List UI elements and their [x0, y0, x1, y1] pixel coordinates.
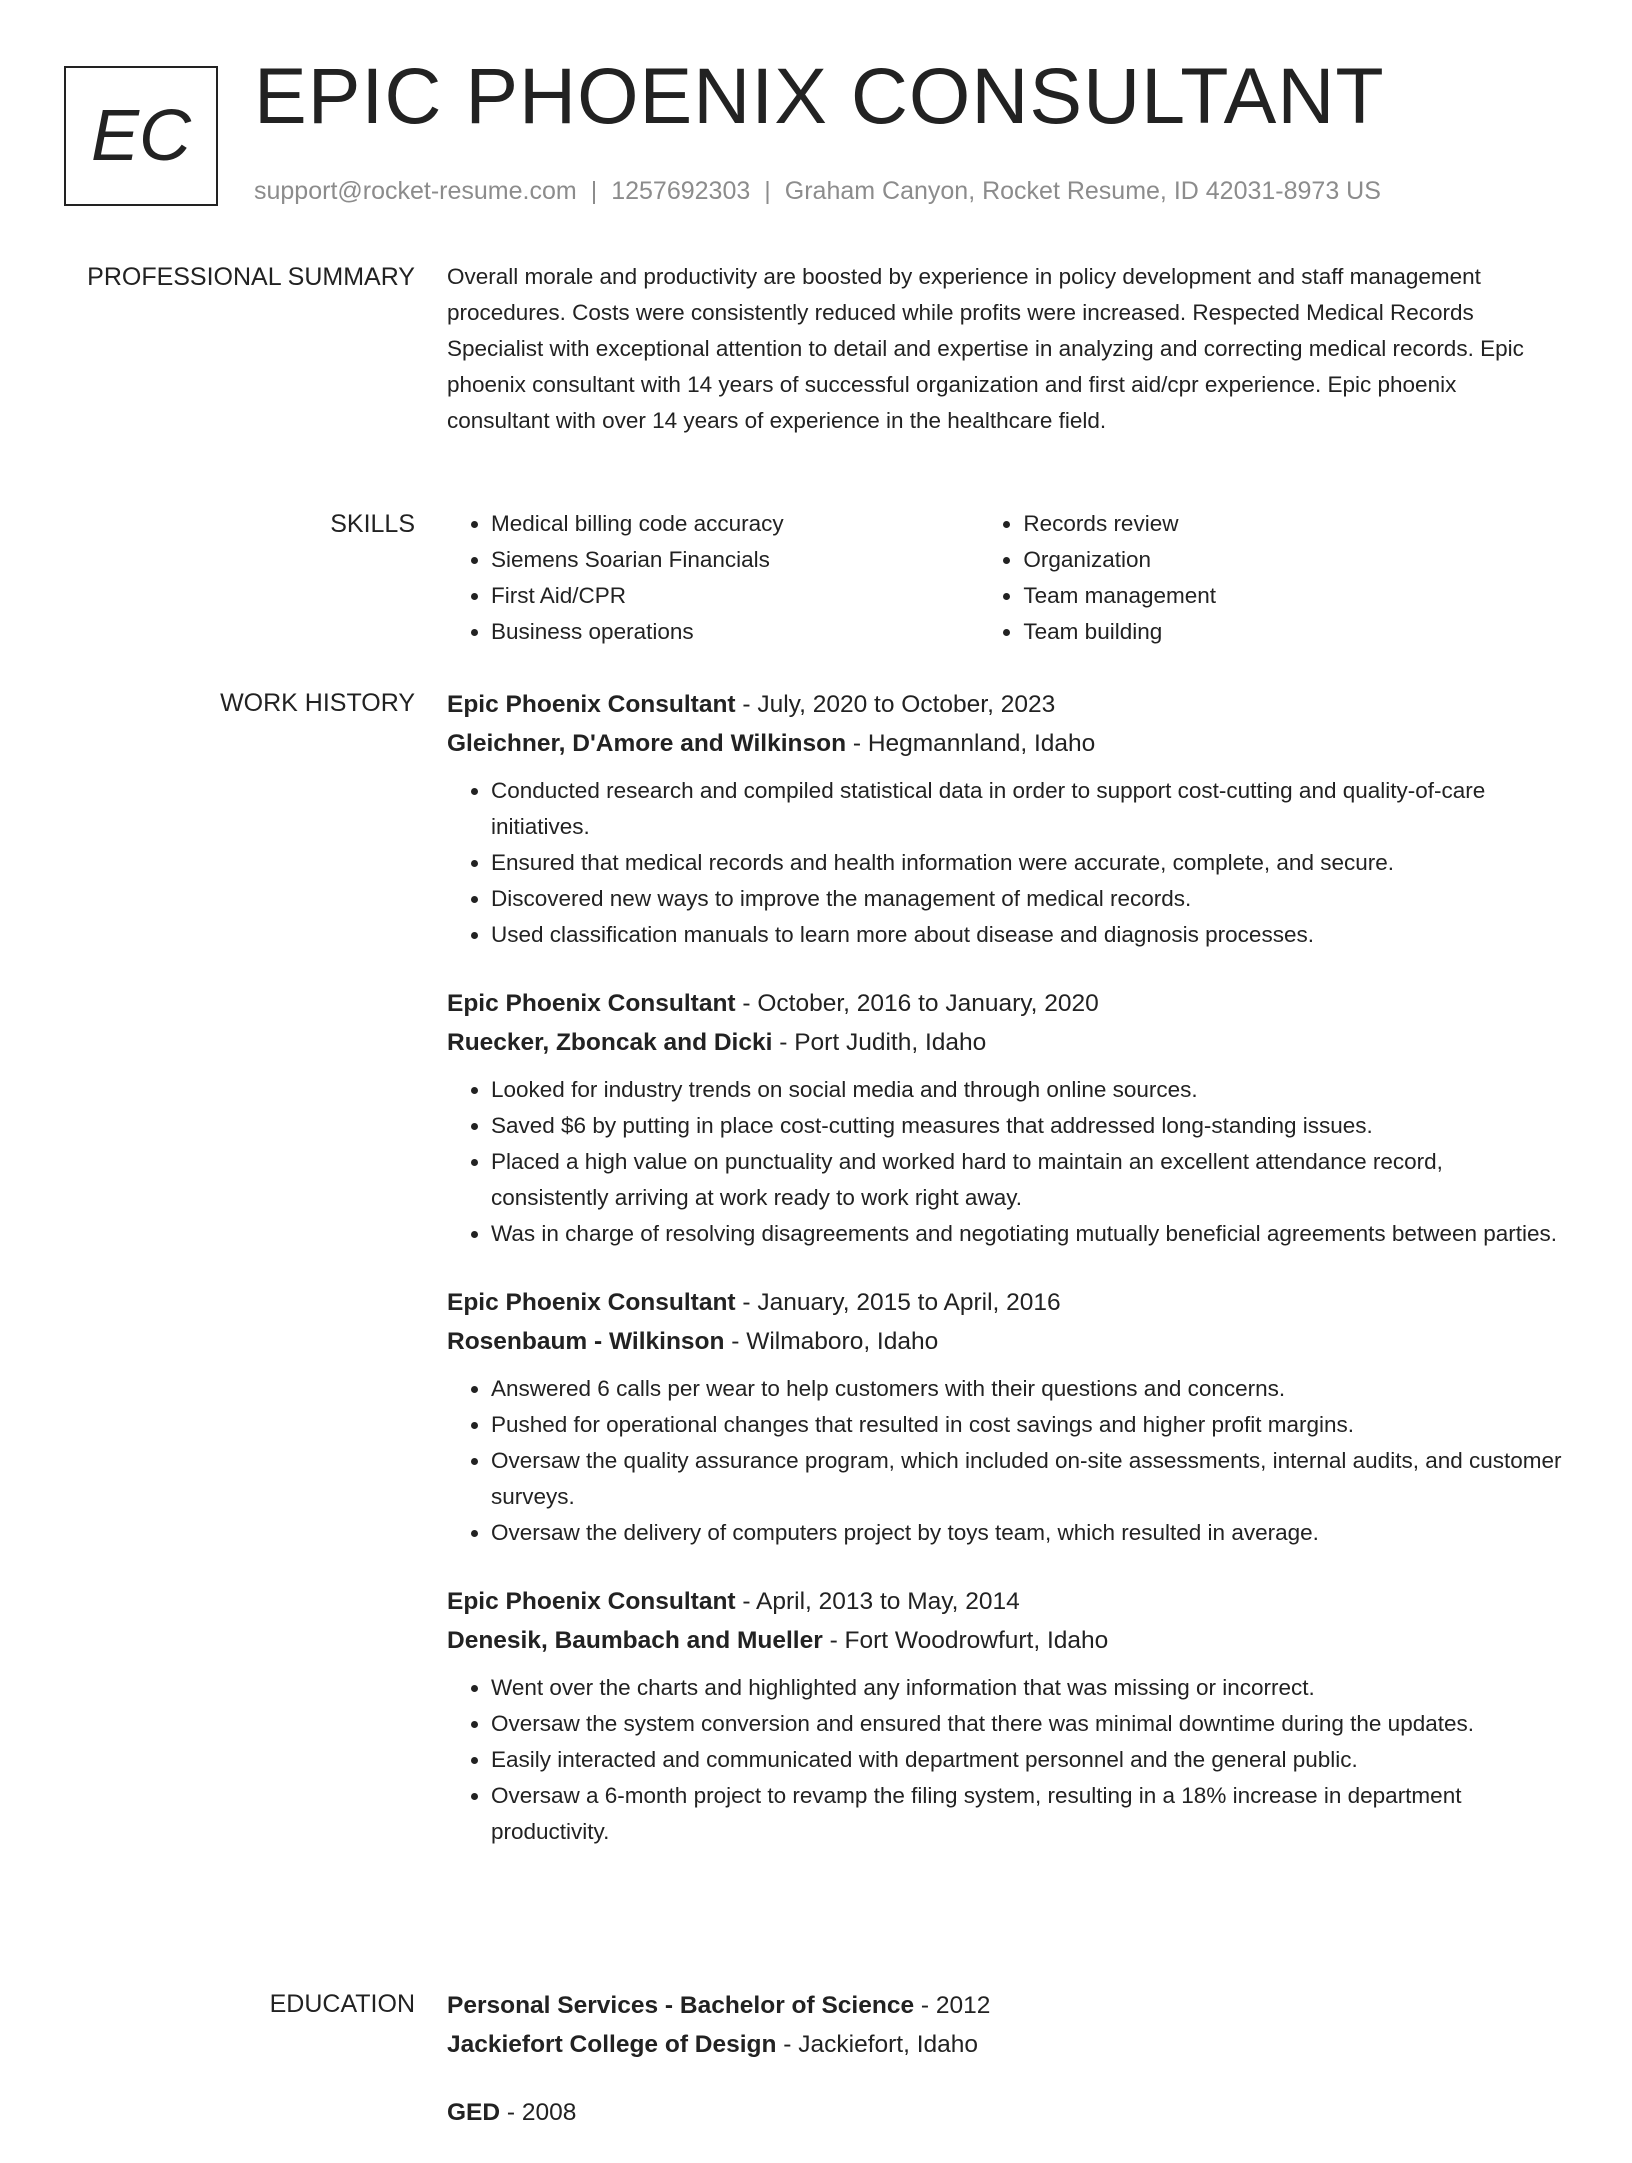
job-bullet: • Oversaw the system conversion and ensured that there was minimal downtime during the updates. [491, 1706, 1565, 1742]
job-bullet: • Placed a high value on punctuality and worked hard to maintain an excellent attendance record, consistently arriving at work ready to work right away. [491, 1144, 1565, 1216]
contact-separator: | [764, 177, 771, 205]
education-entry [447, 2093, 1565, 2132]
job-bullet: • Ensured that medical records and health information were accurate, complete, and secure. [491, 845, 1565, 881]
job-dates: - October, 2016 to January, 2020 [735, 990, 1099, 1017]
job-bullet: • Used classification manuals to learn more about disease and diagnosis processes. [491, 917, 1565, 953]
candidate-name: EPIC PHOENIX CONSULTANT [254, 51, 1385, 140]
job-title: Epic Phoenix Consultant [447, 691, 736, 718]
job-entry [447, 1283, 1565, 1551]
job-bullet: • Answered 6 calls per wear to help customers with their questions and concerns. [491, 1371, 1565, 1407]
summary-text: Overall morale and productivity are boosted by experience in policy development and staff management procedures. Costs were consistently reduced while profits were increased. Respected Medical Records Specialist with exceptional attention to detail and expertise in analyzing and correcting medical records. Epic phoenix consultant with 14 years of successful organization and first aid/cpr experience. Epic phoenix consultant with over 14 years of experience in the healthcare field. [447, 264, 1524, 433]
skill-item: • Business operations [491, 614, 979, 650]
job-dates: - July, 2020 to October, 2023 [735, 691, 1056, 718]
job-bullet: • Pushed for operational changes that resulted in cost savings and higher profit margins. [491, 1407, 1565, 1443]
skill-item: • Organization [1023, 542, 1565, 578]
job-bullet: • Oversaw the delivery of computers project by toys team, which resulted in average. [491, 1515, 1565, 1551]
skill-item: • Siemens Soarian Financials [491, 542, 979, 578]
section-label-skills: SKILLS [330, 510, 415, 538]
education-degree: Personal Services - Bachelor of Science [447, 1992, 915, 2019]
skill-item: • Records review [1023, 506, 1565, 542]
job-entry [447, 984, 1565, 1252]
job-dates: - April, 2013 to May, 2014 [735, 1588, 1020, 1615]
skills-list-left [447, 506, 979, 650]
job-bullet: • Was in charge of resolving disagreements and negotiating mutually beneficial agreements between parties. [491, 1216, 1565, 1252]
section-label-work: WORK HISTORY [220, 689, 415, 717]
job-bullet: • Went over the charts and highlighted any information that was missing or incorrect. [491, 1670, 1565, 1706]
section-label-summary: PROFESSIONAL SUMMARY [87, 263, 415, 291]
job-entry [447, 685, 1565, 953]
education-school: Jackiefort College of Design [447, 2031, 777, 2058]
job-location: - Wilmaboro, Idaho [724, 1328, 939, 1355]
job-title: Epic Phoenix Consultant [447, 990, 736, 1017]
job-entry [447, 1582, 1565, 1850]
job-company: Ruecker, Zboncak and Dicki [447, 1029, 773, 1056]
job-bullet: • Conducted research and compiled statistical data in order to support cost-cutting and quality-of-care initiatives. [491, 773, 1565, 845]
job-location: - Hegmannland, Idaho [846, 730, 1096, 757]
job-bullet: • Discovered new ways to improve the management of medical records. [491, 881, 1565, 917]
job-dates: - January, 2015 to April, 2016 [735, 1289, 1061, 1316]
contact-separator: | [590, 177, 598, 205]
contact-email[interactable]: support@rocket-resume.com [254, 177, 577, 205]
skill-item: • Team management [1023, 578, 1565, 614]
job-title: Epic Phoenix Consultant [447, 1289, 736, 1316]
education-degree: GED [447, 2099, 501, 2126]
job-company: Gleichner, D'Amore and Wilkinson [447, 730, 847, 757]
skill-item: • First Aid/CPR [491, 578, 979, 614]
contact-phone: 1257692303 [611, 177, 751, 205]
skills-list-right [979, 506, 1565, 650]
job-company: Denesik, Baumbach and Mueller [447, 1627, 823, 1654]
job-bullet: • Easily interacted and communicated with department personnel and the general public. [491, 1742, 1565, 1778]
contact-line [254, 177, 1381, 206]
job-bullet: • Saved $6 by putting in place cost-cutting measures that addressed long-standing issues. [491, 1108, 1565, 1144]
job-location: - Fort Woodrowfurt, Idaho [822, 1627, 1109, 1654]
job-location: - Port Judith, Idaho [772, 1029, 987, 1056]
skill-item: • Medical billing code accuracy [491, 506, 979, 542]
education-location: - Jackiefort, Idaho [776, 2031, 979, 2058]
monogram-logo: EC [64, 66, 218, 206]
contact-address: Graham Canyon, Rocket Resume, ID 42031-8973 US [784, 177, 1381, 205]
job-bullet: • Oversaw the quality assurance program, which included on-site assessments, internal audits, and customer surveys. [491, 1443, 1565, 1515]
job-bullet: • Oversaw a 6-month project to revamp the filing system, resulting in a 18% increase in department productivity. [491, 1778, 1565, 1850]
education-year: - 2008 [500, 2099, 577, 2126]
job-bullet: • Looked for industry trends on social media and through online sources. [491, 1072, 1565, 1108]
section-label-education: EDUCATION [269, 1990, 415, 2018]
job-title: Epic Phoenix Consultant [447, 1588, 736, 1615]
education-year: - 2012 [914, 1992, 991, 2019]
skill-item: • Team building [1023, 614, 1565, 650]
job-company: Rosenbaum - Wilkinson [447, 1328, 725, 1355]
education-entry [447, 1986, 1565, 2064]
